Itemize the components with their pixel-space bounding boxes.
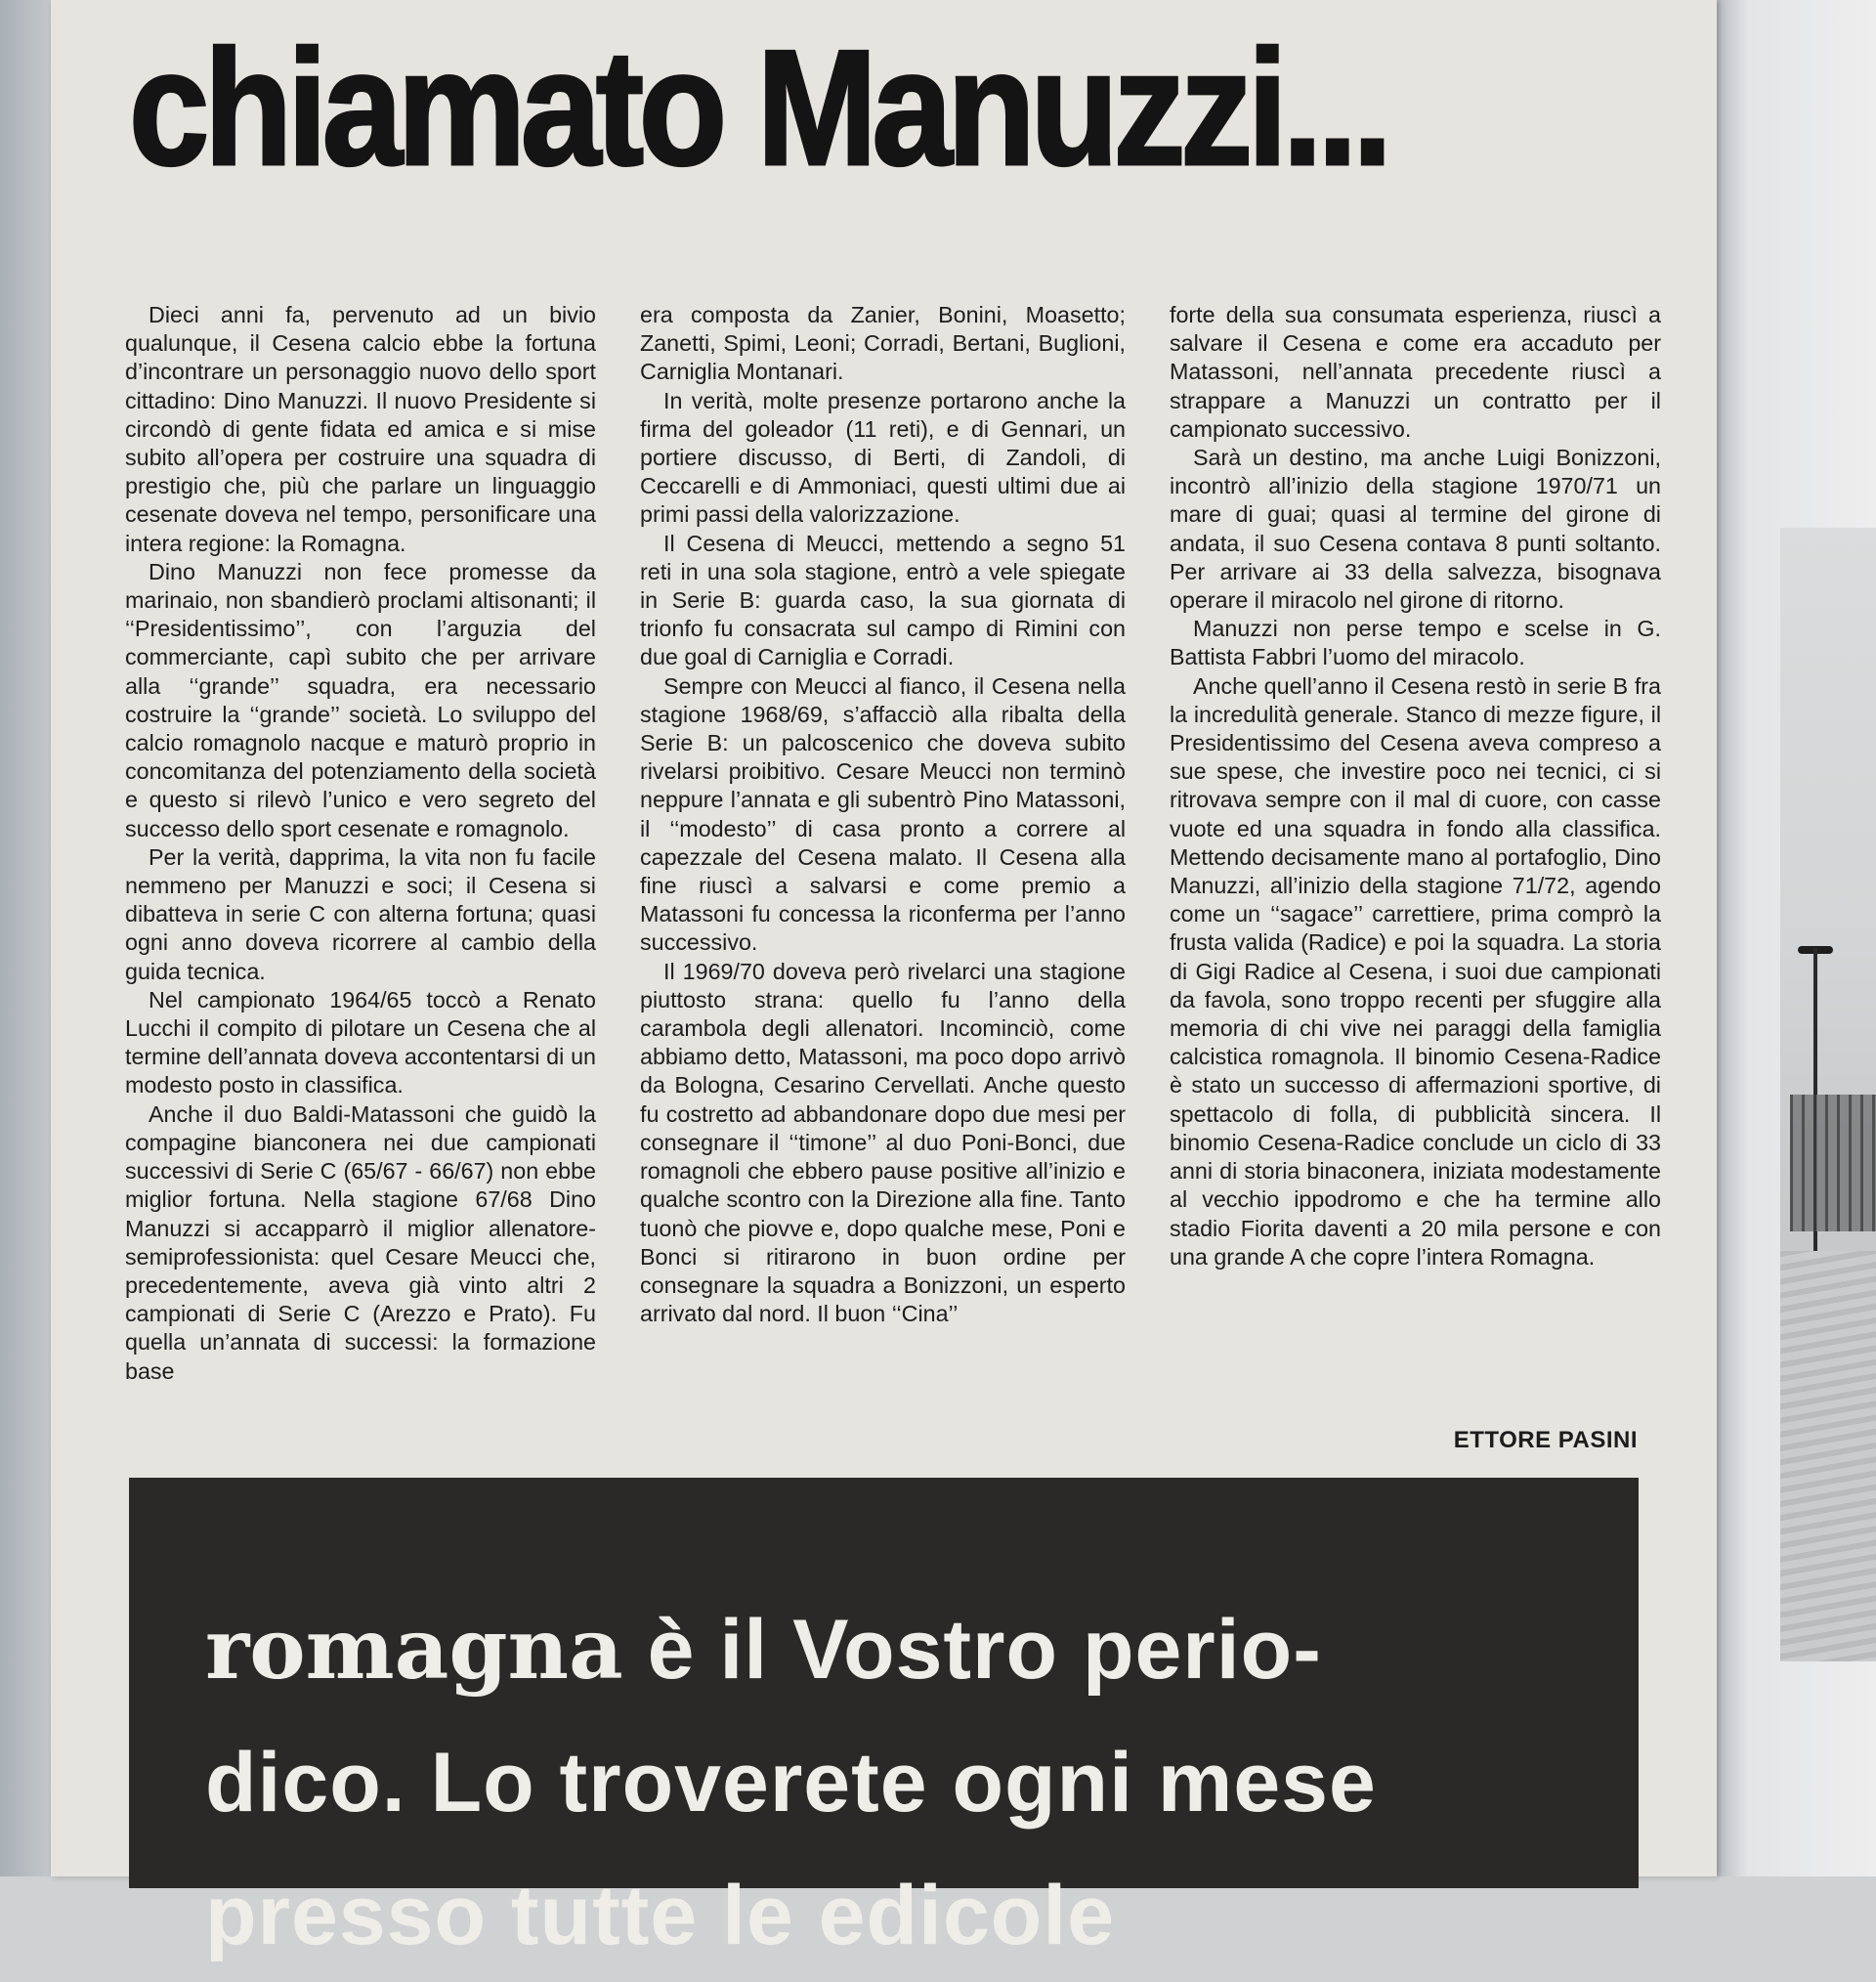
article-paragraph: Per la verità, dapprima, la vita non fu facile nemmeno per Manuzzi e soci; il Cesena si dibatteva in serie C con alterna fortuna; quasi ogni anno doveva ricorrere al cambio della guida tecnica. — [125, 843, 596, 984]
article-column-2 — [640, 301, 1126, 1328]
article-paragraph: Anche quell’anno il Cesena restò in serie B fra la incredulità generale. Stanco di mezze figure, il Presidentissimo del Cesena aveva compreso a sue spese, che investire poco nei tecnici, ci si ritrovava sempre con il mal di cuore, con casse vuote ed una squadra in fondo alla classifica. Mettendo decisamente mano al portafoglio, Dino Manuzzi, all’inizio della stagione 71/72, agendo come un ‘‘sagace’’ carrettiere, prima comprò la frusta valida (Radice) e poi la squadra. La storia di Gigi Radice al Cesena, i suoi due campionati da favola, sono troppo recenti per sfuggire alla memoria di chi vive nei paraggi della famiglia calcistica romagnola. Il binomio Cesena-Radice è stato un successo di affermazioni sportive, di spettacolo di folla, di pubblicità sincera. Il binomio Cesena-Radice conclude un ciclo di 33 anni di storia binaconera, iniziata modestamente al vecchio ippodromo e che ha termine allo stadio Fiorita daventi a 20 mila persone e con una grande A che copre l’intera Romagna. — [1170, 672, 1661, 1270]
article-column-1 — [125, 301, 596, 1386]
article-paragraph: Manuzzi non perse tempo e scelse in G. Battista Fabbri l’uomo del miracolo. — [1170, 616, 1661, 670]
banner-line-3: presso tutte le edicole — [205, 1869, 1116, 1962]
article-paragraph: Nel campionato 1964/65 toccò a Renato Lucchi il compito di pilotare un Cesena che al termine dell’annata doveva accontentarsi di un modesto posto in classifica. — [125, 986, 596, 1099]
article-paragraph: Dieci anni fa, pervenuto ad un bivio qualunque, il Cesena calcio ebbe la fortuna d’incontrare un personaggio nuovo dello sport cittadino: Dino Manuzzi. Il nuovo Presidente si circondò di gente fidata ed amica e si mise subito all’opera per costruire una squadra di prestigio che, più che parlare un linguaggio cesenate doveva nel tempo, personificare una intera regione: la Romagna. — [125, 302, 596, 556]
article-paragraph: Il Cesena di Meucci, mettendo a segno 51 reti in una sola stagione, entrò a vele spiegate in Serie B: guarda caso, la sua giornata di trionfo fu consacrata sul campo di Rimini con due goal di Carniglia e Corradi. — [640, 530, 1126, 670]
article-column-3 — [1170, 301, 1661, 1271]
article-paragraph: Il 1969/70 doveva però rivelarci una stagione piuttosto strana: quello fu l’anno della carambola degli allenatori. Incominciò, come abbiamo detto, Matassoni, ma poco dopo arrivò da Bologna, Cesarino Cervellati. Anche questo fu costretto ad abbandonare dopo due mesi per consegnare il ‘‘timone’’ al duo Poni-Bonci, due romagnoli che ebbero pause positive all’inizio e qualche scontro con la Direzione alla fine. Tanto tuonò che piovve e, dopo qualche mese, Poni e Bonci si ritirarono in buon ordine per consegnare la squadra a Bonizzoni, un esperto arrivato dal nord. Il buon ‘‘Cina’’ — [640, 958, 1126, 1327]
banner-line-1-rest: è il Vostro perio- — [622, 1603, 1322, 1697]
article-paragraph: Dino Manuzzi non fece promesse da marinaio, non sbandierò proclami altisonanti; il ‘‘Presidentissimo’’, con l’arguzia del commerciante, capì subito che per arrivare alla ‘‘grande’’ squadra, era necessario costruire la ‘‘grande’’ società. Lo sviluppo del calcio romagnolo nacque e maturò proprio in concomitanza del potenziamento della società e questo si rilevò l’unico e vero segreto del successo dello sport cesenate e romagnolo. — [125, 558, 596, 841]
background-left — [0, 0, 59, 1876]
brand-name: romagna — [205, 1600, 623, 1699]
promo-banner-text — [205, 1583, 1612, 1982]
article-paragraph: era composta da Zanier, Bonini, Moasetto; Zanetti, Spimi, Leoni; Corradi, Bertani, Buglioni, Carniglia Montanari. — [640, 302, 1126, 385]
fence-image — [1790, 1095, 1876, 1231]
ground-image — [1780, 1251, 1876, 1661]
author-byline: ETTORE PASINI — [1453, 1427, 1638, 1453]
headline: chiamato Manuzzi... — [129, 16, 1387, 199]
article-paragraph: Sempre con Meucci al fianco, il Cesena nella stagione 1968/69, s’affacciò alla ribalta della Serie B: un palcoscenico che doveva subito rivelarsi proibitivo. Cesare Meucci non terminò neppure l’annata e gli subentrò Pino Matassoni, il ‘‘modesto’’ di casa pronto a correre al capezzale del Cesena malato. Il Cesena alla fine riuscì a salvarsi e come premio a Matassoni fu concessa la riconferma per l’anno successivo. — [640, 672, 1126, 956]
banner-line-2: dico. Lo troverete ogni mese — [205, 1736, 1377, 1830]
article-paragraph: Anche il duo Baldi-Matassoni che guidò la compagine bianconera nei due campionati successivi di Serie C (65/67 - 66/67) non ebbe miglior fortuna. Nella stagione 67/68 Dino Manuzzi si accapparrò il miglior allenatore-semiprofessionista: quel Cesare Meucci che, precedentemente, aveva già vinto altri 2 campionati di Serie C (Arezzo e Prato). Fu quella un’annata di successi: la formazione base — [125, 1100, 596, 1384]
article-paragraph: In verità, molte presenze portarono anche la firma del goleador (11 reti), e di Gennari, un portiere discusso, di Berti, di Zandoli, di Ceccarelli e di Ammoniaci, questi ultimi due ai primi passi della valorizzazione. — [640, 387, 1126, 528]
article-paragraph: forte della sua consumata esperienza, riuscì a salvare il Cesena e come era accaduto per Matassoni, nell’annata precedente riuscì a strappare a Manuzzi un contratto per il campionato successivo. — [1170, 302, 1661, 442]
article-paragraph: Sarà un destino, ma anche Luigi Bonizzoni, incontrò all’inizio della stagione 1970/71 un mare di guai; quasi al termine del girone di andata, il suo Cesena contava 8 punti soltanto. Per arrivare ai 33 della salvezza, bisognava operare il miracolo nel girone di ritorno. — [1170, 445, 1661, 614]
adjacent-page-photo — [1780, 528, 1876, 1661]
